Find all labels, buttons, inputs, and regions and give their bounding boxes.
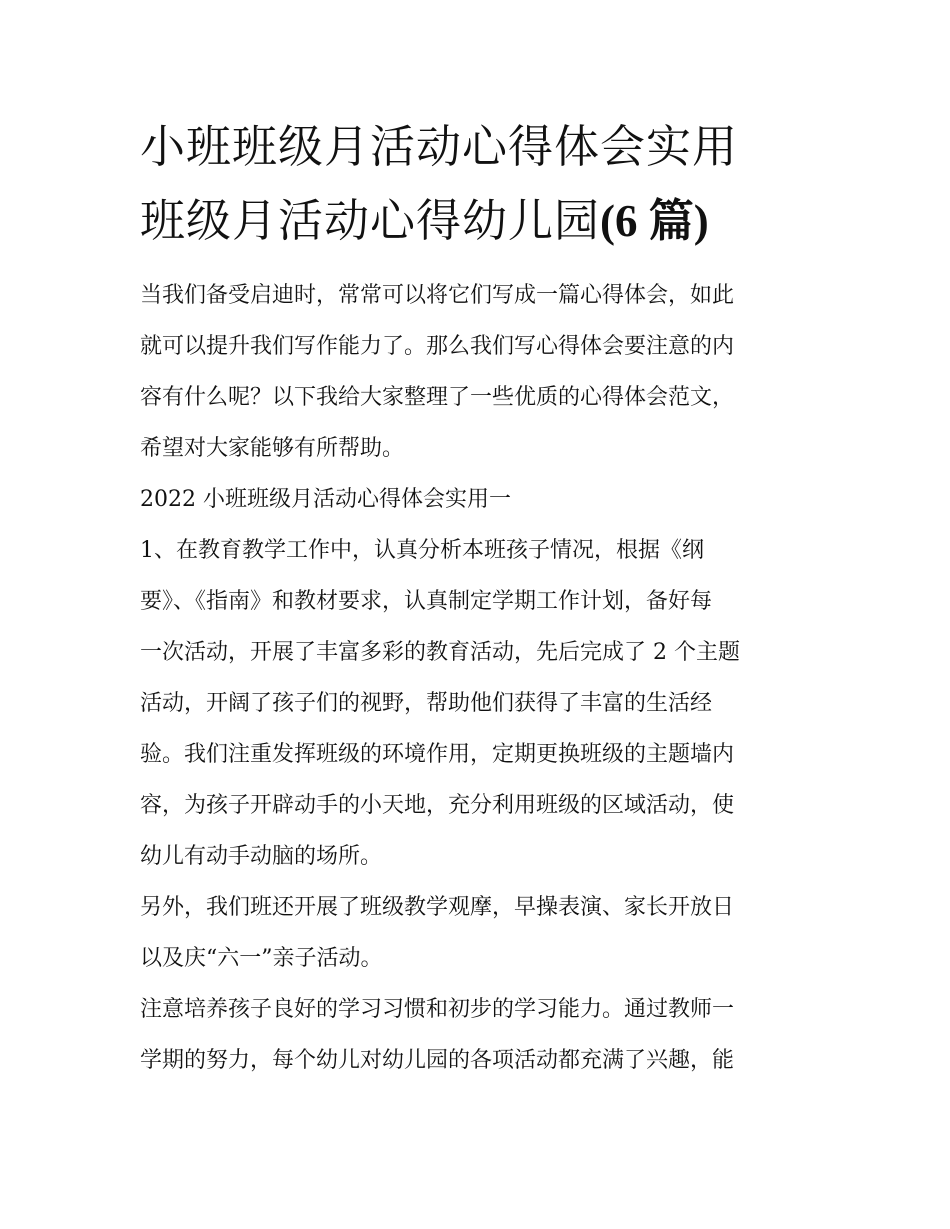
text-line: 1、在教育教学工作中，认真分析本班孩子情况，根据《纲	[140, 538, 704, 563]
text-line: 幼儿有动手动脑的场所。	[140, 844, 383, 869]
document-title	[140, 110, 812, 258]
text-line: 2022 小班班级月活动心得体会实用一	[140, 487, 511, 512]
text-line: 活动，开阔了孩子们的视野，帮助他们获得了丰富的生活经	[140, 691, 713, 716]
text-line: 当我们备受启迪时，常常可以将它们写成一篇心得体会，如此	[140, 283, 735, 308]
document-page	[140, 110, 812, 1086]
text-line: 学期的努力，每个幼儿对幼儿园的各项活动都充满了兴趣，能	[140, 1048, 735, 1073]
body-paragraph	[140, 882, 812, 984]
text-line: 要》、《指南》和教材要求，认真制定学期工作计划，备好每	[140, 589, 713, 614]
document-body	[140, 270, 812, 1086]
text-line: 容有什么呢？以下我给大家整理了一些优质的心得体会范文，	[140, 385, 735, 410]
title-count: (6 篇)	[600, 196, 709, 246]
text-line: 就可以提升我们写作能力了。那么我们写心得体会要注意的内	[140, 334, 735, 359]
text-line: 验。我们注重发挥班级的环境作用，定期更换班级的主题墙内	[140, 742, 735, 767]
intro-paragraph	[140, 270, 812, 474]
text-line: 另外，我们班还开展了班级教学观摩，早操表演、家长开放日	[140, 895, 735, 920]
title-line-2	[140, 184, 812, 258]
body-paragraph	[140, 525, 812, 882]
section-heading	[140, 474, 812, 525]
text-line: 容，为孩子开辟动手的小天地，充分利用班级的区域活动，使	[140, 793, 735, 818]
body-paragraph	[140, 984, 812, 1086]
title-line-2-text: 班级月活动心得幼儿园	[140, 194, 601, 247]
text-line: 注意培养孩子良好的学习习惯和初步的学习能力。通过教师一	[140, 997, 735, 1022]
text-line: 以及庆“六一”亲子活动。	[140, 946, 383, 971]
title-line-1: 小班班级月活动心得体会实用	[140, 120, 739, 173]
text-line: 希望对大家能够有所帮助。	[140, 436, 405, 461]
text-line: 一次活动，开展了丰富多彩的教育活动，先后完成了 2 个主题	[140, 640, 740, 665]
